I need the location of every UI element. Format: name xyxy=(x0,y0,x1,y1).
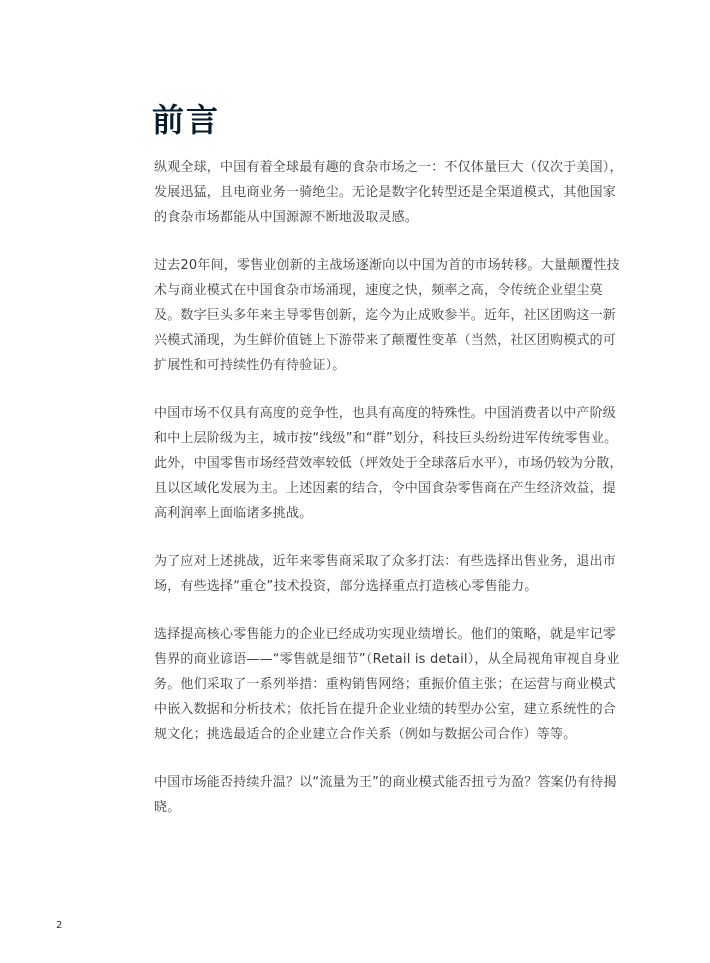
paragraph: 纵观全球，中国有着全球最有趣的食杂市场之一：不仅体量巨大（仅次于美国），发展迅猛，且电商业务一骑绝尘。无论是数字化转型还是全渠道模式，其他国家的食杂市场都能从中国源源不断地汲取灵感。 xyxy=(154,160,623,225)
page-number: 2 xyxy=(56,920,63,931)
paragraph: 中国市场能否持续升温？以“流量为王”的商业模式能否扭亏为盈？答案仍有待揭晓。 xyxy=(154,775,617,815)
body-text xyxy=(154,155,624,843)
paragraph: 选择提高核心零售能力的企业已经成功实现业绩增长。他们的策略，就是牢记零售界的商业谚语——“零售就是细节”（Retail is detail），从全局视角审视自身业务。他们采取了一系列举措：重构销售网络；重振价值主张；在运营与商业模式中嵌入数据和分析技术；依托旨在提升企业业绩的转型办公室，建立系统性的合规文化；挑选最适合的企业建立合作关系（例如与数据公司合作）等等。 xyxy=(154,627,620,742)
paragraph: 中国市场不仅具有高度的竞争性，也具有高度的特殊性。中国消费者以中产阶级和中上层阶级为主，城市按“线级”和“群”划分，科技巨头纷纷进军传统零售业。此外，中国零售市场经营效率较低（坪效处于全球落后水平），市场仍较为分散，且以区域化发展为主。上述因素的结合，令中国食杂零售商在产生经济效益，提高利润率上面临诸多挑战。 xyxy=(154,406,623,521)
paragraph: 过去20年间，零售业创新的主战场逐渐向以中国为首的市场转移。大量颠覆性技术与商业模式在中国食杂市场涌现，速度之快，频率之高，令传统企业望尘莫及。数字巨头多年来主导零售创新，迄今为止成败参半。近年，社区团购这一新兴模式涌现，为生鲜价值链上下游带来了颠覆性变革（当然，社区团购模式的可扩展性和可持续性仍有待验证）。 xyxy=(154,258,620,373)
paragraph: 为了应对上述挑战，近年来零售商采取了众多打法：有些选择出售业务，退出市场，有些选择“重仓”技术投资，部分选择重点打造核心零售能力。 xyxy=(154,554,617,594)
page-title: 前言 xyxy=(152,101,221,139)
